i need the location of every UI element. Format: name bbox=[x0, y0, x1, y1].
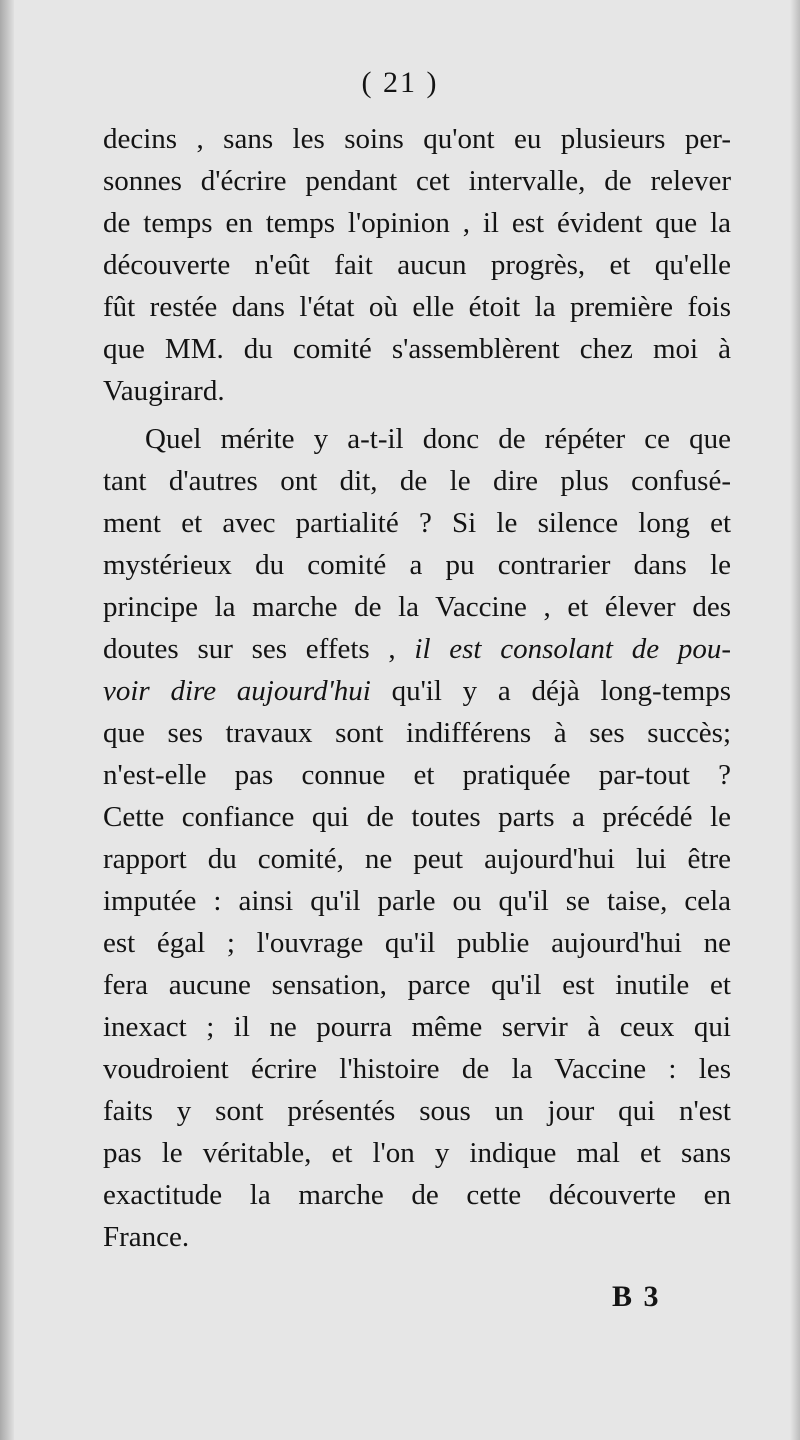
text-line: n'est-elle pas connue et pratiquée par-tout ? bbox=[103, 759, 731, 791]
paragraph-1 bbox=[103, 118, 731, 412]
paragraph-2 bbox=[103, 418, 731, 1258]
text-line: sonnes d'écrire pendant cet intervalle, de relever bbox=[103, 165, 731, 197]
text-line: est égal ; l'ouvrage qu'il publie aujourd'hui ne bbox=[103, 927, 731, 959]
text-line: ment et avec partialité ? Si le silence long et bbox=[103, 507, 731, 539]
text-line: tant d'autres ont dit, de le dire plus confusé- bbox=[103, 465, 731, 497]
text-line: rapport du comité, ne peut aujourd'hui lui être bbox=[103, 843, 731, 875]
text-line: pas le véritable, et l'on y indique mal et sans bbox=[103, 1137, 731, 1169]
text-line: de temps en temps l'opinion , il est évident que la bbox=[103, 207, 731, 239]
italic-text: il est consolant de pou- bbox=[414, 633, 731, 665]
text-line: decins , sans les soins qu'ont eu plusieurs per- bbox=[103, 123, 731, 155]
text-line: que MM. du comité s'assemblèrent chez moi à bbox=[103, 333, 731, 365]
text-line: inexact ; il ne pourra même servir à ceux qui bbox=[103, 1011, 731, 1043]
signature-mark: B 3 bbox=[612, 1280, 661, 1313]
text-line: mystérieux du comité a pu contrarier dans le bbox=[103, 549, 731, 581]
text-line-mixed bbox=[103, 670, 731, 712]
text-line: imputée : ainsi qu'il parle ou qu'il se taise, cela bbox=[103, 885, 731, 917]
text-line: que ses travaux sont indifférens à ses succès; bbox=[103, 717, 731, 749]
text-line: Cette confiance qui de toutes parts a précédé le bbox=[103, 801, 731, 833]
text-line: Quel mérite y a-t-il donc de répéter ce que bbox=[145, 423, 731, 455]
page-number: ( 21 ) bbox=[361, 66, 439, 99]
text-line: fût restée dans l'état où elle étoit la première fois bbox=[103, 291, 731, 323]
text-line-mixed bbox=[103, 628, 731, 670]
text-line: Vaugirard. bbox=[103, 375, 225, 407]
text-line: faits y sont présentés sous un jour qui n'est bbox=[103, 1095, 731, 1127]
text-line: fera aucune sensation, parce qu'il est inutile et bbox=[103, 969, 731, 1001]
plain-text: doutes sur ses effets , bbox=[103, 633, 415, 665]
text-line: voudroient écrire l'histoire de la Vaccine : les bbox=[103, 1053, 731, 1085]
text-line: découverte n'eût fait aucun progrès, et qu'elle bbox=[103, 249, 731, 281]
italic-text: voir dire aujourd'hui bbox=[103, 675, 371, 707]
text-line: exactitude la marche de cette découverte en bbox=[103, 1179, 731, 1211]
text-line: France. bbox=[103, 1221, 190, 1253]
text-line: principe la marche de la Vaccine , et élever des bbox=[103, 591, 731, 623]
plain-text: qu'il y a déjà long-temps bbox=[370, 675, 731, 707]
